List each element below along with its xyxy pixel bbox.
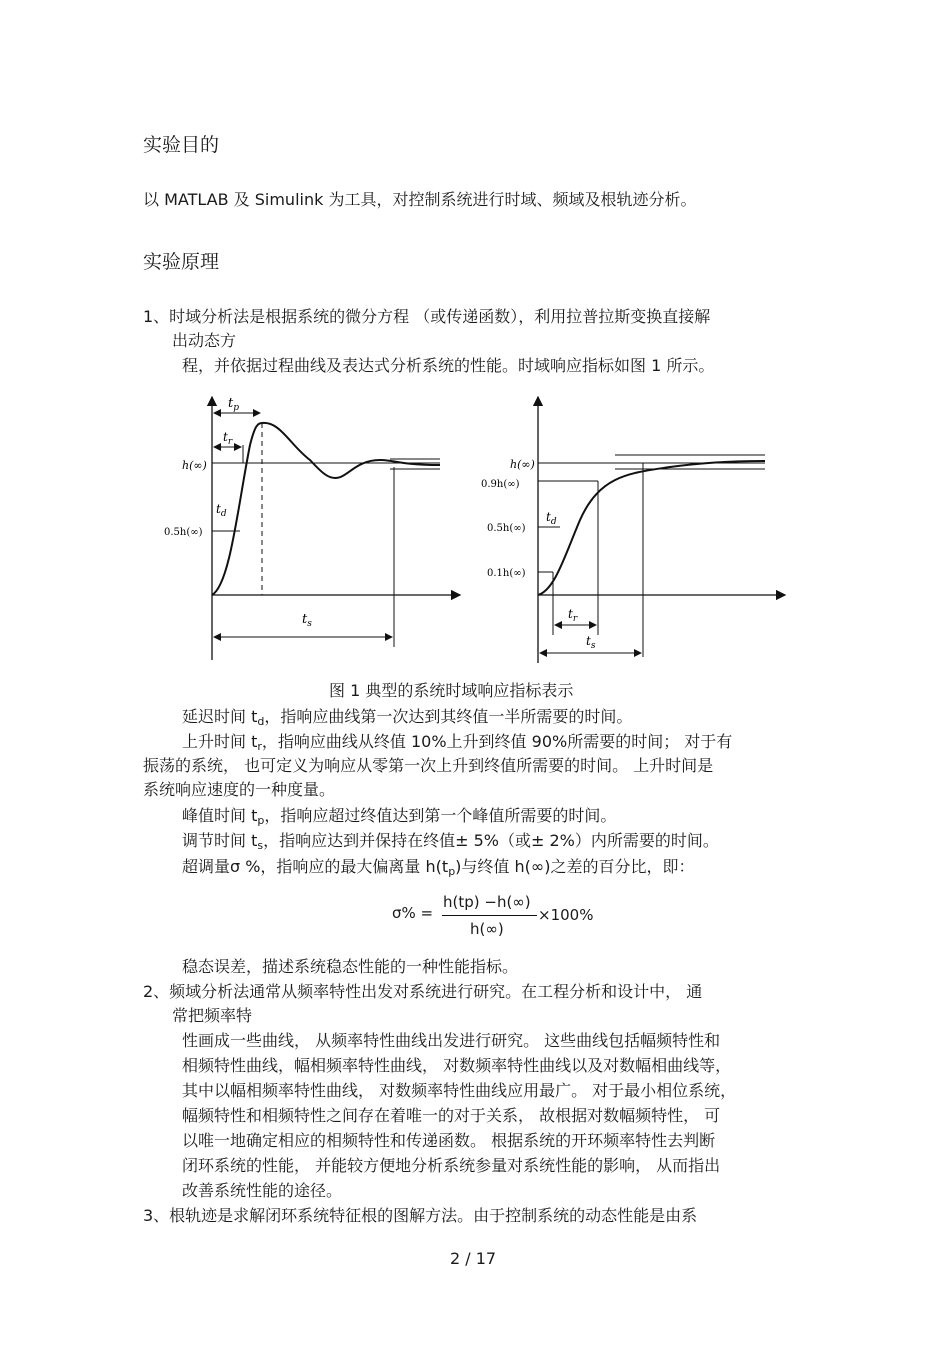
item2-line1: 2、频域分析法通常从频率特性出发对系统进行研究。在工程分析和设计中， 通 xyxy=(143,982,703,1001)
left-td-label: $t_d$ xyxy=(216,502,227,519)
item2-body-line-7: 改善系统性能的途径。 xyxy=(182,1181,343,1200)
right-td-label: $t_d$ xyxy=(546,510,557,527)
item2-line2: 常把频率特 xyxy=(172,1006,253,1025)
figure-caption: 图 1 典型的系统时域响应指标表示 xyxy=(329,681,574,700)
formula-denominator: h(∞) xyxy=(470,920,504,938)
settling-time-def: 调节时间 $t_s$，指响应达到并保持在终值± 5%（或± 2%）内所需要的时间。 xyxy=(182,831,719,852)
heading-experiment-principle: 实验原理 xyxy=(143,251,220,273)
item2-body-line-5: 以唯一地确定相应的相频特性和传递函数。 根据系统的开环频率特性去判断 xyxy=(182,1131,716,1150)
formula-fraction-bar xyxy=(442,915,537,916)
right-h-inf-label: h(∞) xyxy=(510,458,535,471)
item2-body-line-4: 幅频特性和相频特性之间存在着唯一的对于关系， 故根据对数幅频特性， 可 xyxy=(182,1106,721,1125)
purpose-text: 以 MATLAB 及 Simulink 为工具，对控制系统进行时域、频域及根轨迹分析。 xyxy=(143,190,697,209)
item2-body-line-1: 性画成一些曲线， 从频率特性曲线出发进行研究。 这些曲线包括幅频特性和 xyxy=(182,1031,721,1050)
rise-time-def-3: 系统响应速度的一种度量。 xyxy=(143,780,336,799)
formula-numerator: h(tp) −h(∞) xyxy=(443,893,531,911)
formula-rhs: ×100% xyxy=(538,906,594,924)
item2-body-line-3: 其中以幅相频率特性曲线， 对数频率特性曲线应用最广。 对于最小相位系统， xyxy=(182,1081,737,1100)
left-half-h-label: 0.5h(∞) xyxy=(164,527,203,538)
left-h-inf-label: h(∞) xyxy=(182,459,207,472)
steady-state-error-def: 稳态误差，描述系统稳态性能的一种性能指标。 xyxy=(182,957,519,976)
item1-line2: 出动态方 xyxy=(172,331,237,350)
left-tr-label: $t_r$ xyxy=(223,430,233,447)
left-response-curve xyxy=(212,423,440,595)
overshoot-def: 超调量σ %，指响应的最大偏离量 $h(t_p)$与终值 h(∞)之差的百分比，即： xyxy=(182,857,695,878)
time-response-figure xyxy=(150,385,810,675)
right-tr-label: $t_r$ xyxy=(568,607,578,624)
item1-line1: 1、时域分析法是根据系统的微分方程 （或传递函数），利用拉普拉斯变换直接解 xyxy=(143,307,711,326)
rise-time-def: 上升时间 $t_r$，指响应曲线从终值 10%上升到终值 90%所需要的时间； 对于有 xyxy=(182,732,733,753)
right-05-label: 0.5h(∞) xyxy=(487,523,526,534)
left-tp-label: $t_p$ xyxy=(228,396,239,413)
item3-line1: 3、根轨迹是求解闭环系统特征根的图解方法。由于控制系统的动态性能是由系 xyxy=(143,1206,698,1225)
underdamped-response-plot xyxy=(164,396,460,660)
left-ts-label: $t_s$ xyxy=(302,612,312,629)
right-09-label: 0.9h(∞) xyxy=(481,479,520,490)
item1-line3: 程，并依据过程曲线及表达式分析系统的性能。时域响应指标如图 1 所示。 xyxy=(182,356,715,375)
item2-body-line-2: 相频特性曲线，幅相频率特性曲线， 对数频率特性曲线以及对数幅相曲线等， xyxy=(182,1056,732,1075)
right-ts-label: $t_s$ xyxy=(586,634,596,651)
rise-time-def-2: 振荡的系统， 也可定义为响应从零第一次上升到终值所需要的时间。 上升时间是 xyxy=(143,756,714,775)
page-number: 2 / 17 xyxy=(450,1249,497,1268)
delay-time-def: 延迟时间 $t_d$，指响应曲线第一次达到其终值一半所需要的时间。 xyxy=(182,707,633,728)
overdamped-response-plot xyxy=(481,397,785,663)
formula-lhs: σ% = xyxy=(392,904,434,922)
heading-experiment-purpose: 实验目的 xyxy=(143,134,220,156)
peak-time-def: 峰值时间 $t_p$，指响应超过终值达到第一个峰值所需要的时间。 xyxy=(182,806,617,827)
item2-body-line-6: 闭环系统的性能， 并能较方便地分析系统参量对系统性能的影响， 从而指出 xyxy=(182,1156,721,1175)
right-01-label: 0.1h(∞) xyxy=(487,568,526,579)
